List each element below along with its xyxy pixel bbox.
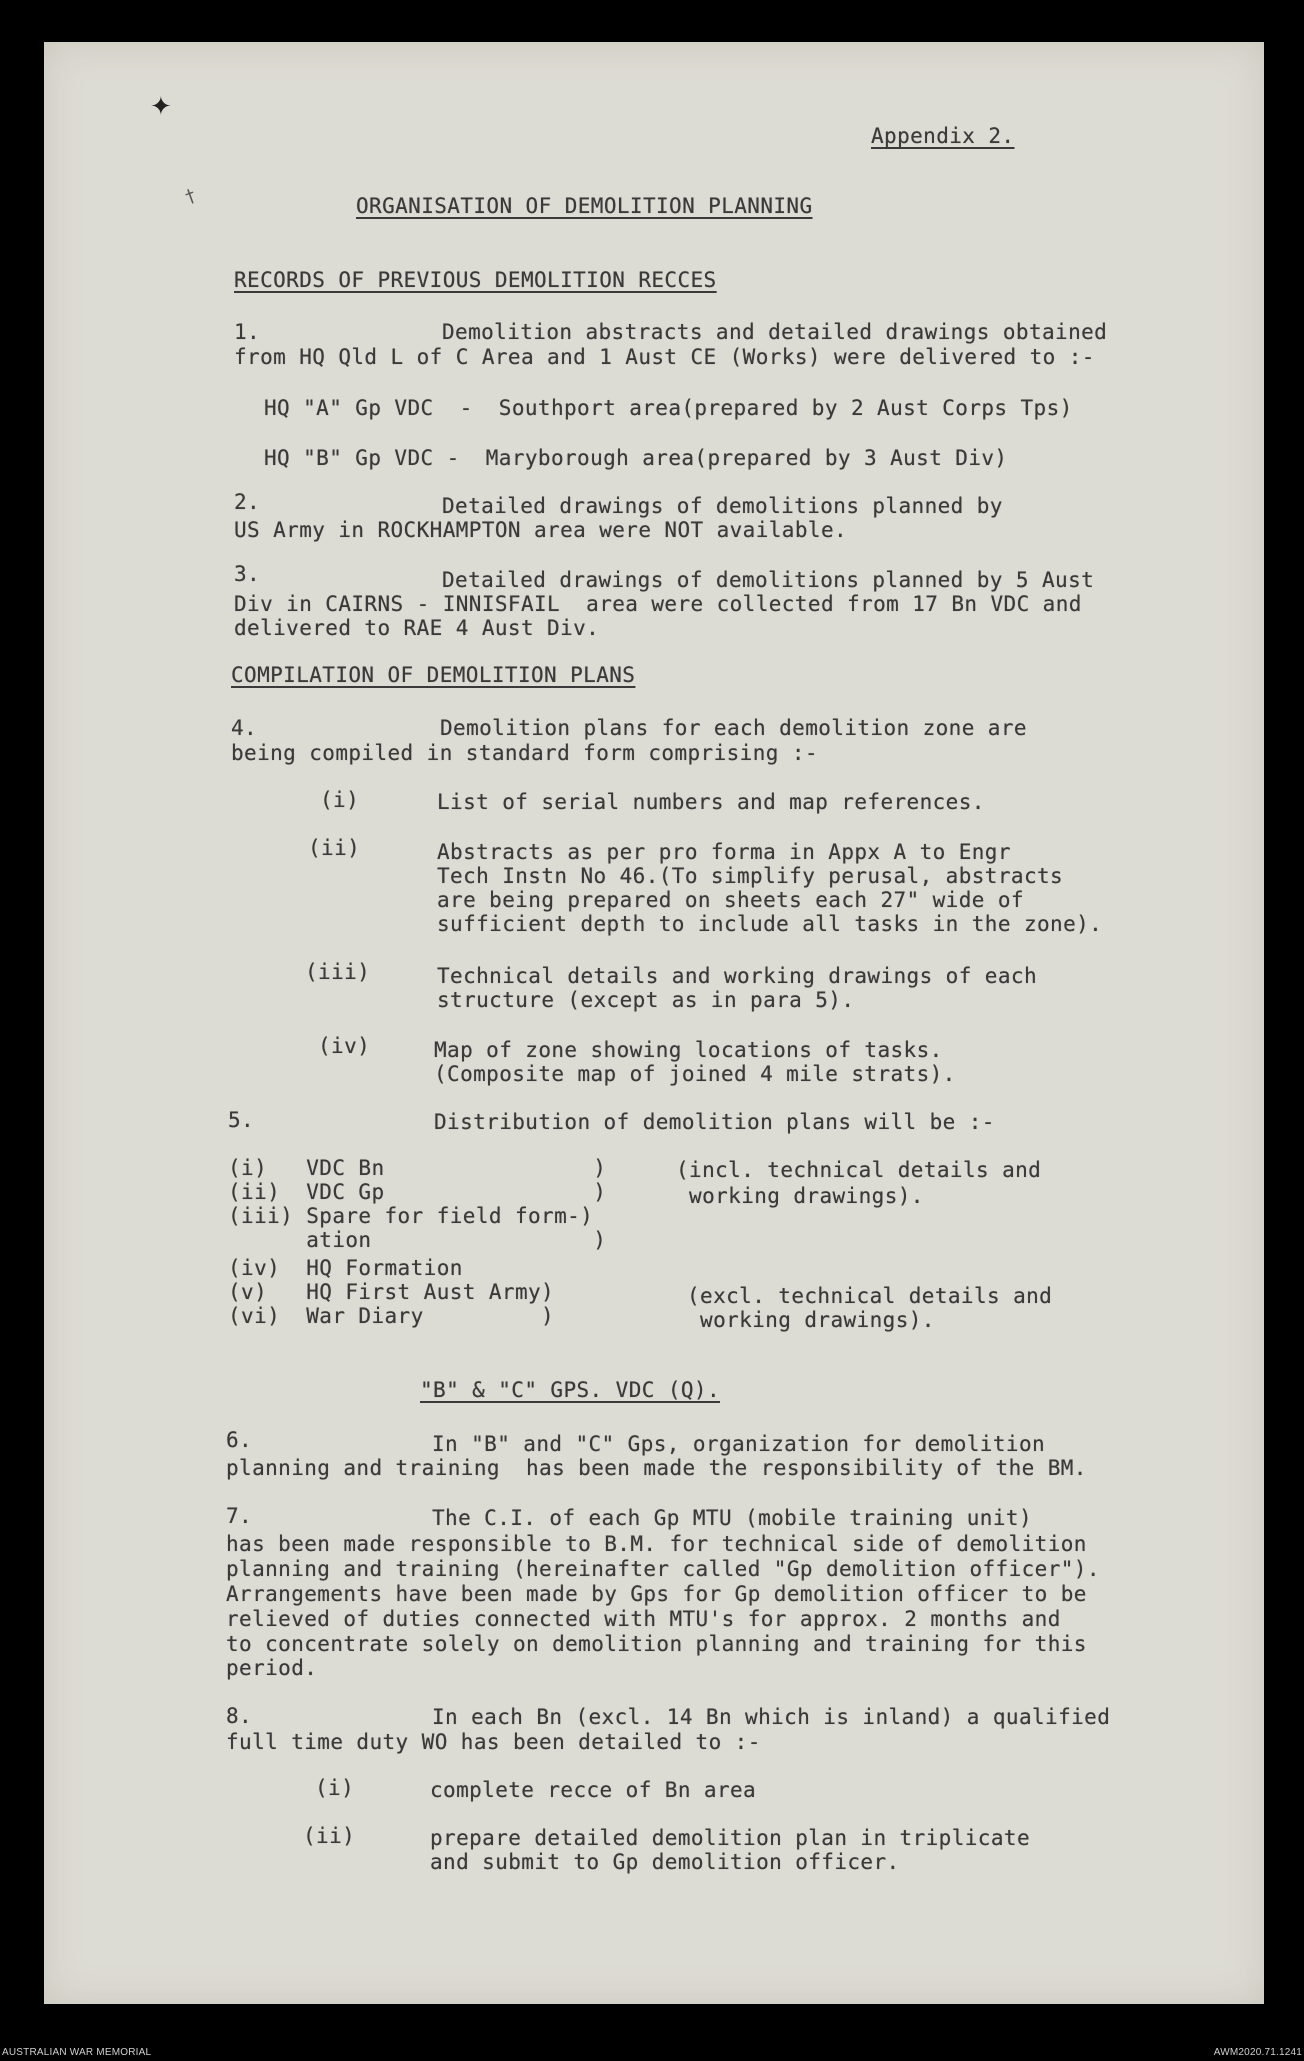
document-title: ORGANISATION OF DEMOLITION PLANNING: [356, 194, 813, 218]
sub-item-text: complete recce of Bn area: [430, 1778, 757, 1802]
para-text: Detailed drawings of demolitions planned by 5 Aust: [442, 568, 1095, 592]
section-heading-groups: "B" & "C" GPS. VDC (Q).: [420, 1378, 720, 1402]
para-text: Demolition plans for each demolition zone are: [440, 716, 1027, 740]
para-text: In "B" and "C" Gps, organization for demolition: [432, 1432, 1046, 1456]
para-number: 3.: [234, 562, 261, 586]
para-text: In each Bn (excl. 14 Bn which is inland) a qualified: [432, 1705, 1111, 1729]
para-number: 6.: [226, 1428, 253, 1452]
sub-item-text: Technical details and working drawings of each: [437, 964, 1037, 988]
sub-item-text: Tech Instn No 46.(To simplify perusal, abstracts: [437, 864, 1064, 888]
sub-item-number: (iii): [305, 960, 371, 984]
para-text: full time duty WO has been detailed to :-: [226, 1730, 761, 1754]
distribution-item: (v) HQ First Aust Army): [228, 1280, 555, 1304]
para-number: 8.: [226, 1704, 253, 1728]
para-text: has been made responsible to B.M. for technical side of demolition: [226, 1532, 1087, 1556]
para-text: delivered to RAE 4 Aust Div.: [234, 616, 600, 640]
para-text: period.: [226, 1656, 318, 1680]
para-text: relieved of duties connected with MTU's for approx. 2 months and: [226, 1607, 1061, 1631]
section-heading-records: RECORDS OF PREVIOUS DEMOLITION RECCES: [234, 268, 717, 292]
sub-item-text: Abstracts as per pro forma in Appx A to Engr: [437, 840, 1011, 864]
distribution-note: working drawings).: [687, 1308, 935, 1332]
footer-credit: AUSTRALIAN WAR MEMORIAL: [2, 2047, 152, 2058]
distribution-item: (vi) War Diary ): [228, 1304, 555, 1328]
distribution-item: (i) VDC Bn ): [228, 1156, 607, 1180]
ink-mark: ✦: [150, 92, 172, 122]
sub-item-text: (Composite map of joined 4 mile strats).: [434, 1062, 956, 1086]
sub-item-text: are being prepared on sheets each 27" wide of: [437, 888, 1024, 912]
para-number: 4.: [231, 716, 258, 740]
distribution-note: (excl. technical details and: [687, 1284, 1053, 1308]
distribution-item: (ii) VDC Gp ): [228, 1180, 607, 1204]
distribution-item: ation ): [228, 1228, 607, 1252]
sub-item-text: prepare detailed demolition plan in triplicate: [430, 1826, 1030, 1850]
distribution-item: (iii) Spare for field form-): [228, 1204, 594, 1228]
para-text: US Army in ROCKHAMPTON area were NOT available.: [234, 518, 848, 542]
sub-item-text: List of serial numbers and map references.: [437, 790, 985, 814]
sub-item-number: (i): [320, 788, 360, 812]
para-text: planning and training (hereinafter called "Gp demolition officer").: [226, 1557, 1100, 1581]
pencil-mark: †: [182, 185, 199, 208]
sub-item-number: (ii): [308, 836, 361, 860]
sub-item-number: (i): [315, 1776, 355, 1800]
para-text: Detailed drawings of demolitions planned by: [442, 494, 1003, 518]
para-number: 1.: [234, 320, 261, 344]
para-text: Distribution of demolition plans will be :-: [434, 1110, 995, 1134]
footer-reference: AWM2020.71.1241: [1213, 2047, 1302, 2058]
sub-item-text: Map of zone showing locations of tasks.: [434, 1038, 943, 1062]
distribution-item: (iv) HQ Formation: [228, 1256, 463, 1280]
appendix-label: Appendix 2.: [871, 124, 1015, 148]
sub-item-number: (iv): [318, 1034, 371, 1058]
para-text: planning and training has been made the responsibility of the BM.: [226, 1456, 1087, 1480]
list-item: HQ "A" Gp VDC - Southport area(prepared by 2 Aust Corps Tps): [264, 396, 1073, 420]
distribution-note: (incl. technical details and: [676, 1158, 1042, 1182]
para-text: The C.I. of each Gp MTU (mobile training unit): [432, 1506, 1032, 1530]
para-number: 2.: [234, 490, 261, 514]
sub-item-number: (ii): [303, 1824, 356, 1848]
para-text: from HQ Qld L of C Area and 1 Aust CE (Works) were delivered to :-: [234, 345, 1095, 369]
para-number: 5.: [228, 1108, 255, 1132]
sub-item-text: sufficient depth to include all tasks in the zone).: [437, 912, 1103, 936]
para-text: to concentrate solely on demolition planning and training for this: [226, 1632, 1087, 1656]
para-text: Arrangements have been made by Gps for Gp demolition officer to be: [226, 1582, 1087, 1606]
para-text: Div in CAIRNS - INNISFAIL area were collected from 17 Bn VDC and: [234, 592, 1082, 616]
distribution-note: working drawings).: [676, 1184, 924, 1208]
sub-item-text: and submit to Gp demolition officer.: [430, 1850, 900, 1874]
para-text: being compiled in standard form comprising :-: [231, 741, 818, 765]
section-heading-compilation: COMPILATION OF DEMOLITION PLANS: [231, 663, 636, 687]
para-text: Demolition abstracts and detailed drawings obtained: [442, 320, 1108, 344]
para-number: 7.: [226, 1504, 253, 1528]
list-item: HQ "B" Gp VDC - Maryborough area(prepared by 3 Aust Div): [264, 446, 1008, 470]
sub-item-text: structure (except as in para 5).: [437, 988, 855, 1012]
